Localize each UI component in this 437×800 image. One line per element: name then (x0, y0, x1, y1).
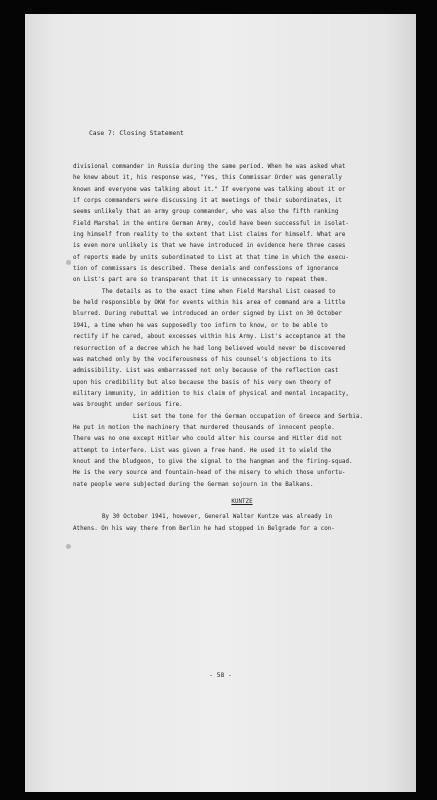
text-line: ing himself from reality to the extent that List claims for himself. What are (73, 232, 346, 239)
text-line: admissibility. List was embarrassed not only because of the reflection cast (73, 368, 339, 375)
text-line: He put in motion the machinery that murdered thousands of innocent people. (73, 424, 335, 431)
text-line: By 30 October 1941, however, General Walter Kuntze was already in (102, 514, 332, 521)
page-number: - 58 - (209, 672, 232, 679)
text-line: is even more unlikely is that we have introduced in evidence here three cases (73, 243, 346, 250)
text-line: knout and the bludgeon, to give the signal to the hangman and the firing-squad. (73, 458, 353, 465)
paragraphs (73, 162, 395, 491)
text-line: resurrection of a decree which he had long believed would never be discovered (73, 345, 346, 352)
text-line: of reports made by units subordinated to List at that time in which the execu- (73, 254, 349, 261)
paragraph (73, 162, 395, 287)
section-heading: KUNTZE (231, 498, 253, 505)
page-header: Case 7: Closing Statement (89, 130, 184, 137)
text-line: was brought under serious fire. (73, 402, 183, 409)
text-line: be held responsible by OKW for events within his area of command are a little (73, 300, 346, 307)
text-line: if corps commanders were discussing it at meetings of their subordinates, it (73, 198, 342, 205)
text-line: The details as to the exact time when Field Marshal List ceased to (102, 288, 336, 295)
document-page (25, 14, 416, 792)
text-line: tion of commissars is described. These denials and confessions of ignorance (73, 266, 339, 273)
body-text (73, 162, 395, 535)
text-line: Field Marshal in the entire German Army, could have been successful in isolat- (73, 220, 349, 227)
text-line: blurred. During rebuttal we introduced an order signed by List on 30 October (73, 311, 342, 318)
text-line: There was no one except Hitler who could alter his course and Hitler did not (73, 436, 342, 443)
text-line: List set the tone for the German occupation of Greece and Serbia. (133, 413, 363, 420)
text-line: known and everyone was talking about it." If everyone was talking about it or (73, 186, 346, 193)
punch-hole (66, 544, 71, 549)
paragraph (73, 287, 395, 412)
text-line: on List's part are so transparent that it is unnecessary to repeat them. (73, 277, 328, 284)
text-line: seems unlikely that an army group commander, who was also the fifth ranking (73, 209, 339, 216)
closing-paragraph (73, 512, 395, 535)
text-line: attempt to interfere. List was given a free hand. He used it to wield the (73, 447, 332, 454)
paragraph (73, 412, 395, 491)
text-line: Athens. On his way there from Berlin he had stopped in Belgrade for a con- (73, 525, 335, 532)
punch-hole (66, 260, 71, 265)
text-line: rectify if he cared, about excesses within his Army. List's acceptance at the (73, 334, 346, 341)
text-line: nate people were subjected during the German sojourn in the Balkans. (73, 481, 314, 488)
text-line: upon his credibility but also because the basis of his very own theory of (73, 379, 332, 386)
text-line: he knew about it, his response was, "Yes, this Commissar Order was generally (73, 175, 342, 182)
text-line: He is the very source and fountain-head of the misery to which those unfortu- (73, 470, 346, 477)
text-line: 1941, a time when he was supposedly too infirm to know, or to be able to (73, 322, 328, 329)
text-line: divisional commander in Russia during the same period. When he was asked what (73, 164, 346, 170)
text-line: military immunity, in addition to his claim of physical and mental incapacity, (73, 390, 349, 397)
text-line: was matched only by the vociferousness of his counsel's objections to its (73, 356, 332, 363)
